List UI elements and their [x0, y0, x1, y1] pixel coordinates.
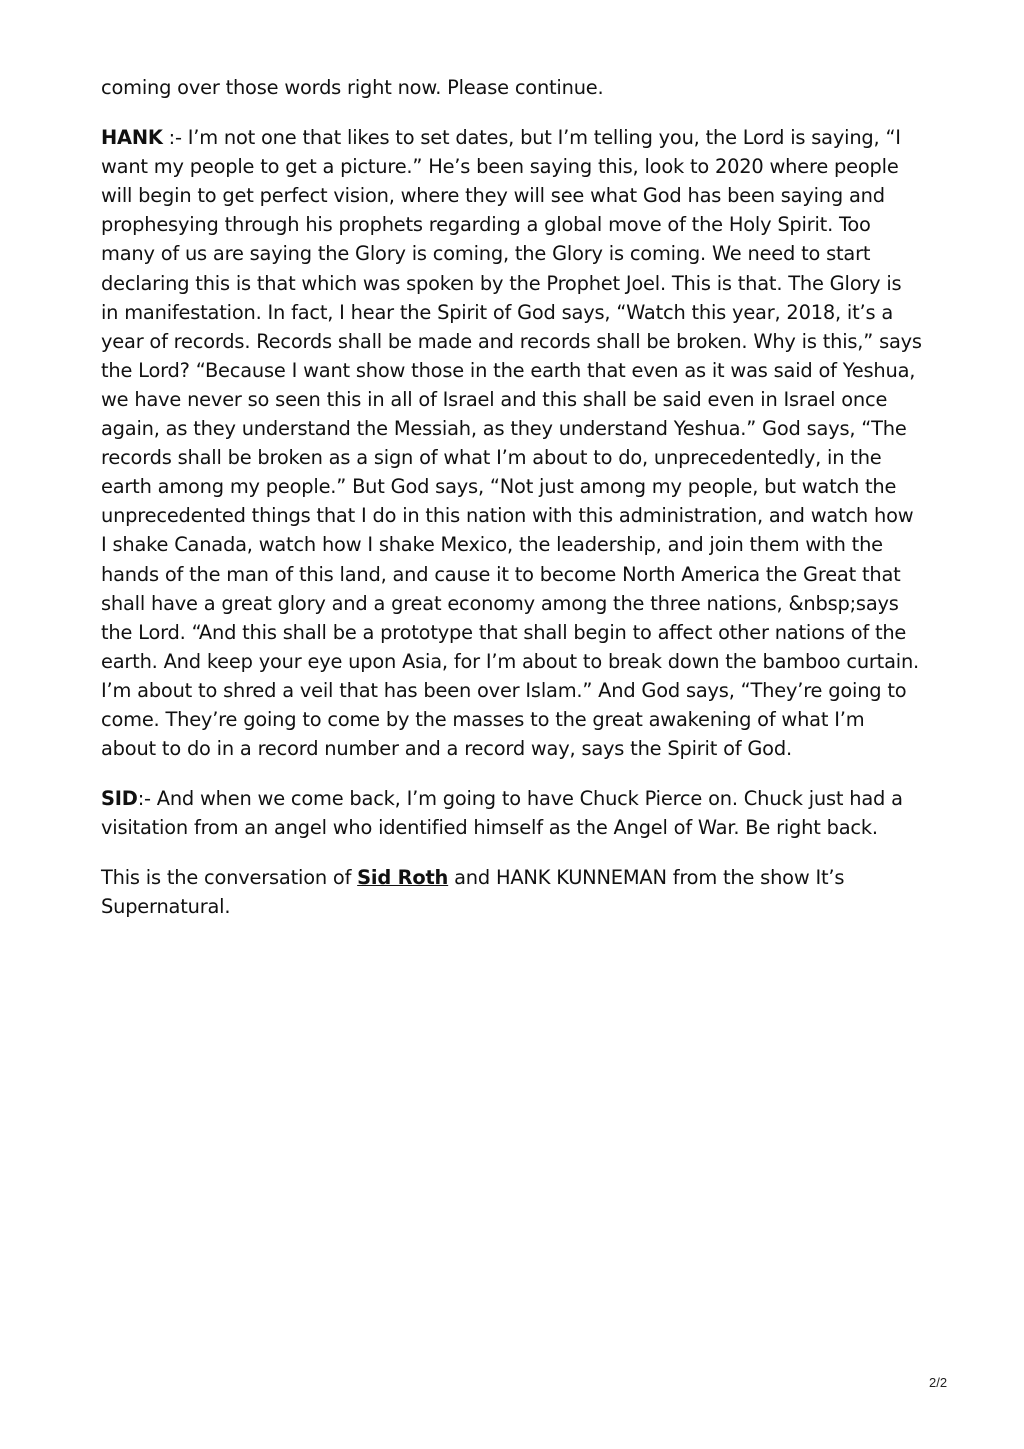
closing-text-after: and HANK KUNNEMAN from the show It’s Supernatural.: [101, 866, 845, 919]
paragraph-text: coming over those words right now. Please continue.: [101, 76, 604, 99]
paragraph-text: :- I’m not one that likes to set dates, but I’m telling you, the Lord is saying, “I want my people to get a picture.” He’s been saying this, look to 2020 where people will begin to get perfect vision, where they will see what God has been saying and prophesying through his prophets regarding a global move of the Holy Spirit. Too many of us are saying the Glory is coming, the Glory is coming. We need to start declaring this is that which was spoken by the Prophet Joel. This is that. The Glory is in manifestation. In fact, I hear the Spirit of God says, “Watch this year, 2018, it’s a year of records. Records shall be made and records shall be broken. Why is this,” says the Lord? “Because I want show those in the earth that even as it was said of Yeshua, we have never so seen this in all of Israel and this shall be said even in Israel once again, as they understand the Messiah, as they understand Yeshua.” God says, “The records shall be broken as a sign of what I’m about to do, unprecedentedly, in the earth among my people.” But God says, “Not just among my people, but watch the unprecedented things that I do in this nation with this administration, and watch how I shake Canada, watch how I shake Mexico, the leadership, and join them with the hands of the man of this land, and cause it to become North America the Great that shall have a great glory and a great economy among the three nations, &nbsp;says the Lord. “And this shall be a prototype that shall begin to affect other nations of the earth. And keep your eye upon Asia, for I’m about to break down the bamboo curtain. I’m about to shred a veil that has been over Islam.” And God says, “They’re going to come. They’re going to come by the masses to the great awakening of what I’m about to do in a record number and a record way, says the Spirit of God.: [101, 126, 922, 761]
paragraph-hank: [101, 123, 923, 763]
sid-roth-link[interactable]: Sid Roth: [357, 866, 449, 890]
speaker-name: SID: [101, 787, 138, 811]
page-number: 2/2: [929, 1375, 948, 1390]
paragraph-sid: [101, 784, 923, 842]
speaker-name: HANK: [101, 126, 163, 150]
document-body: [101, 73, 923, 943]
paragraph-text: :- And when we come back, I’m going to have Chuck Pierce on. Chuck just had a visitation from an angel who identified himself as the Angel of War. Be right back.: [101, 787, 903, 840]
paragraph-continuation: [101, 73, 923, 102]
closing-text-before: This is the conversation of: [101, 866, 358, 890]
closing-paragraph: [101, 863, 923, 921]
